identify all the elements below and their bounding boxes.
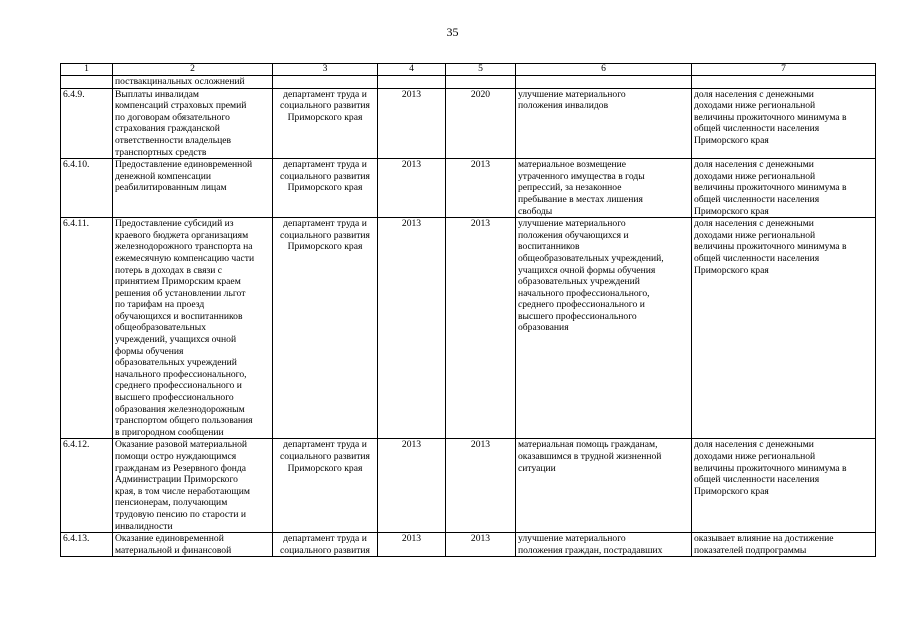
column-header-2: 2 (113, 64, 273, 76)
cell-indicator-link (692, 76, 876, 89)
cell-end-year: 2020 (446, 88, 516, 159)
cell-expected-result: материальная помощь гражданам, оказавшимся в трудной жизненной ситуации (516, 439, 692, 533)
cell-expected-result: улучшение материального положения обучающихся и воспитанников общеобразовательных учреждений, учащихся очной формы обучения образовательных учреждений начального профессионального, среднего профессионального и высшего профессионального образования (516, 218, 692, 439)
table-row (61, 218, 876, 439)
cell-expected-result: материальное возмещение утраченного имущества в годы репрессий, за незаконное пребывание в местах лишения свободы (516, 159, 692, 218)
cell-measure-name: поствакцинальных осложнений (113, 76, 273, 89)
column-header-3: 3 (273, 64, 378, 76)
cell-expected-result (516, 76, 692, 89)
cell-end-year: 2013 (446, 218, 516, 439)
cell-expected-result: улучшение материального положения граждан, пострадавших (516, 533, 692, 557)
column-header-5: 5 (446, 64, 516, 76)
cell-number: 6.4.11. (61, 218, 113, 439)
cell-indicator-link: доля населения с денежными доходами ниже региональной величины прожиточного минимума в общей численности населения Приморского края (692, 88, 876, 159)
cell-executor: департамент труда и социального развития Приморского края (273, 159, 378, 218)
cell-number: 6.4.10. (61, 159, 113, 218)
cell-start-year: 2013 (378, 533, 446, 557)
cell-number: 6.4.12. (61, 439, 113, 533)
column-header-1: 1 (61, 64, 113, 76)
cell-indicator-link: доля населения с денежными доходами ниже региональной величины прожиточного минимума в общей численности населения Приморского края (692, 439, 876, 533)
cell-end-year: 2013 (446, 533, 516, 557)
column-header-6: 6 (516, 64, 692, 76)
table-row (61, 88, 876, 159)
cell-start-year (378, 76, 446, 89)
cell-measure-name: Оказание разовой материальной помощи остро нуждающимся гражданам из Резервного фонда Администрации Приморского края, в том числе неработающим пенсионерам, получающим трудовую пенсию по старости и инвалидности (113, 439, 273, 533)
cell-expected-result: улучшение материального положения инвалидов (516, 88, 692, 159)
cell-executor: департамент труда и социального развития Приморского края (273, 218, 378, 439)
cell-executor: департамент труда и социального развития (273, 533, 378, 557)
cell-indicator-link: доля населения с денежными доходами ниже региональной величины прожиточного минимума в общей численности населения Приморского края (692, 218, 876, 439)
table-row (61, 439, 876, 533)
cell-end-year (446, 76, 516, 89)
cell-end-year: 2013 (446, 439, 516, 533)
cell-indicator-link: оказывает влияние на достижение показателей подпрограммы (692, 533, 876, 557)
cell-number (61, 76, 113, 89)
table-row (61, 76, 876, 89)
column-header-7: 7 (692, 64, 876, 76)
program-measures-table (60, 63, 876, 557)
cell-start-year: 2013 (378, 88, 446, 159)
cell-end-year: 2013 (446, 159, 516, 218)
cell-measure-name: Выплаты инвалидам компенсаций страховых премий по договорам обязательного страхования гражданской ответственности владельцев транспортных средств (113, 88, 273, 159)
cell-start-year: 2013 (378, 159, 446, 218)
cell-start-year: 2013 (378, 218, 446, 439)
cell-measure-name: Предоставление единовременной денежной компенсации реабилитированным лицам (113, 159, 273, 218)
cell-start-year: 2013 (378, 439, 446, 533)
column-header-4: 4 (378, 64, 446, 76)
page-number: 35 (446, 25, 459, 39)
cell-executor: департамент труда и социального развития Приморского края (273, 88, 378, 159)
cell-executor (273, 76, 378, 89)
cell-measure-name: Оказание единовременной материальной и финансовой (113, 533, 273, 557)
cell-executor: департамент труда и социального развития Приморского края (273, 439, 378, 533)
cell-number: 6.4.13. (61, 533, 113, 557)
cell-number: 6.4.9. (61, 88, 113, 159)
table-row (61, 159, 876, 218)
cell-measure-name: Предоставление субсидий из краевого бюджета организациям железнодорожного транспорта на ежемесячную компенсацию части потерь в доходах в связи с принятием Приморским краем решения об установлении льгот по тарифам на проезд обучающихся и воспитанников общеобразовательных учреждений, учащихся очной формы обучения образовательных учреждений начального профессионального, среднего профессионального и высшего профессионального образования железнодорожным транспортом общего пользования в пригородном сообщении (113, 218, 273, 439)
cell-indicator-link: доля населения с денежными доходами ниже региональной величины прожиточного минимума в общей численности населения Приморского края (692, 159, 876, 218)
table-row (61, 533, 876, 557)
header-row (61, 64, 876, 76)
